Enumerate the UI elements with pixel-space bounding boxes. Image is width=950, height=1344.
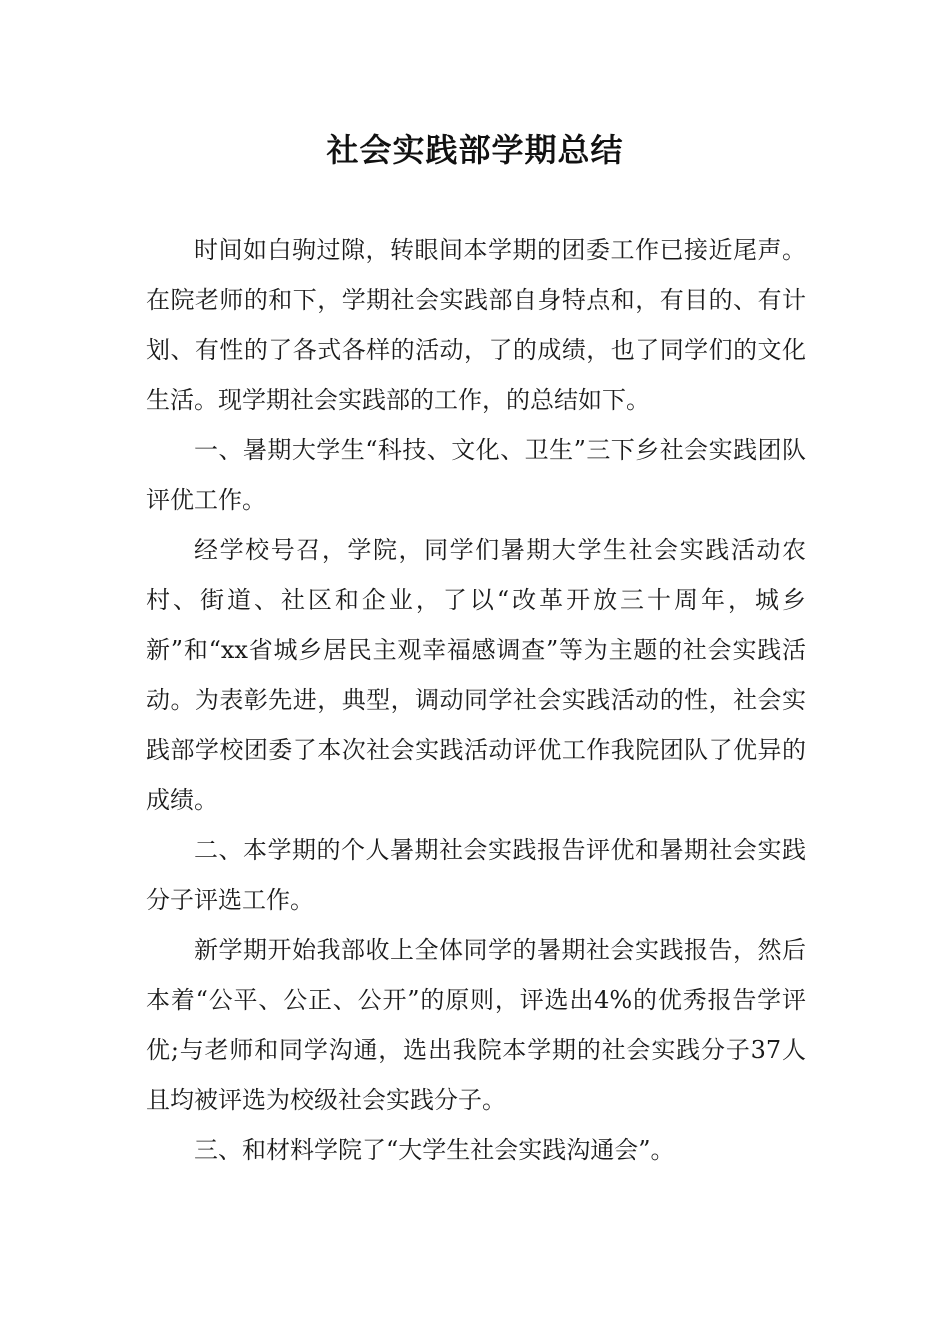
paragraph-section-1-heading: 一、暑期大学生“科技、文化、卫生”三下乡社会实践团队评优工作。 bbox=[146, 436, 806, 514]
paragraph-section-2-body: 新学期开始我部收上全体同学的暑期社会实践报告，然后本着“公平、公正、公开”的原则，评选出4%的优秀报告学评优;与老师和同学沟通，选出我院本学期的社会实践分子37人且均被评选为校级社会实践分子。 bbox=[146, 936, 806, 1114]
paragraph-section-3-heading: 三、和材料学院了“大学生社会实践沟通会”。 bbox=[194, 1136, 675, 1164]
paragraph-section-1-body: 经学校号召，学院，同学们暑期大学生社会实践活动农村、街道、社区和企业，了以“改革开放三十周年，城乡新”和“xx省城乡居民主观幸福感调查”等为主题的社会实践活动。为表彰先进，典型，调动同学社会实践活动的性，社会实践部学校团委了本次社会实践活动评优工作我院团队了优异的成绩。 bbox=[146, 536, 806, 814]
paragraph-intro: 时间如白驹过隙，转眼间本学期的团委工作已接近尾声。在院老师的和下，学期社会实践部自身特点和，有目的、有计划、有性的了各式各样的活动，了的成绩，也了同学们的文化生活。现学期社会实践部的工作，的总结如下。 bbox=[146, 236, 806, 414]
document-body bbox=[146, 225, 806, 1175]
paragraph-section-2-heading: 二、本学期的个人暑期社会实践报告评优和暑期社会实践分子评选工作。 bbox=[146, 836, 806, 914]
document-title: 社会实践部学期总结 bbox=[326, 131, 624, 169]
